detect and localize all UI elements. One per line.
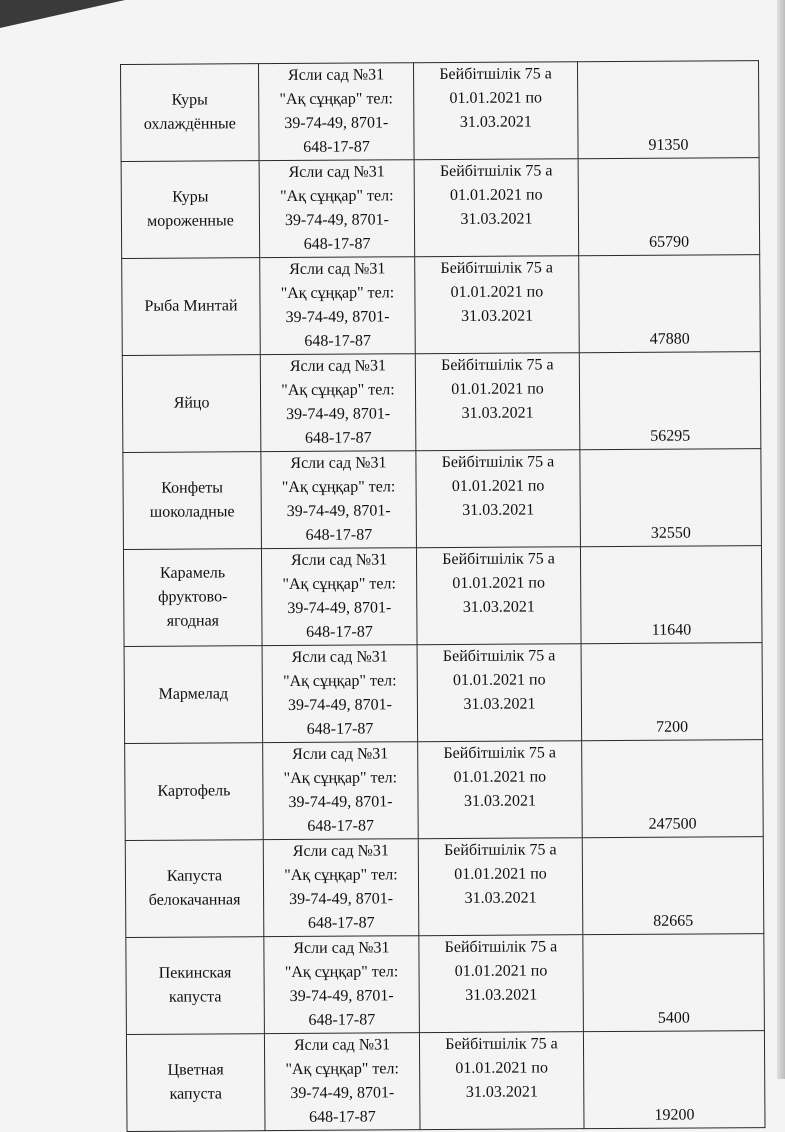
- supplier-cell: Ясли сад №31 "Ақ сұңқар" тел: 39-74-49, 8701- 648-17-87: [264, 1033, 420, 1131]
- supplier-cell: Ясли сад №31 "Ақ сұңқар" тел: 39-74-49, 8701- 648-17-87: [263, 839, 419, 937]
- table-row: [125, 837, 764, 938]
- amount-value: 247500: [648, 815, 697, 833]
- period-cell: Бейбітшілік 75 а 01.01.2021 по 31.03.2021: [414, 159, 579, 257]
- amount-cell: [580, 449, 762, 547]
- amount-value: 47880: [649, 330, 690, 348]
- table-row: [124, 643, 763, 744]
- amount-value: 56295: [650, 427, 691, 445]
- period-cell: Бейбітшілік 75 а 01.01.2021 по 31.03.2021: [415, 353, 580, 451]
- amount-value: 5400: [657, 1009, 690, 1027]
- amount-cell: [582, 837, 764, 935]
- amount-cell: [580, 546, 762, 644]
- product-cell: Карамель фруктово-ягодная: [123, 549, 262, 647]
- supplier-cell: Ясли сад №31 "Ақ сұңқар" тел: 39-74-49, 8701- 648-17-87: [263, 742, 419, 840]
- amount-cell: [579, 352, 761, 450]
- amount-value: 11640: [651, 621, 692, 639]
- period-cell: Бейбітшілік 75 а 01.01.2021 по 31.03.2021: [416, 450, 581, 548]
- amount-cell: [583, 934, 765, 1032]
- amount-cell: [577, 61, 759, 159]
- period-cell: Бейбітшілік 75 а 01.01.2021 по 31.03.2021: [418, 838, 583, 936]
- period-cell: Бейбітшілік 75 а 01.01.2021 по 31.03.2021: [419, 1032, 584, 1130]
- amount-value: 7200: [656, 718, 689, 736]
- table-row: [123, 449, 762, 550]
- supply-table: [120, 60, 766, 1132]
- table-row: [121, 61, 760, 162]
- product-cell: Рыба Минтай: [122, 258, 261, 356]
- supplier-cell: Ясли сад №31 "Ақ сұңқар" тел: 39-74-49, 8701- 648-17-87: [260, 354, 416, 452]
- supplier-cell: Ясли сад №31 "Ақ сұңқар" тел: 39-74-49, 8701- 648-17-87: [259, 160, 415, 258]
- product-cell: Пекинская капуста: [126, 937, 265, 1035]
- table-row: [126, 934, 765, 1035]
- period-cell: Бейбітшілік 75 а 01.01.2021 по 31.03.2021: [416, 547, 581, 645]
- product-cell: Мармелад: [124, 646, 263, 744]
- supplier-cell: Ясли сад №31 "Ақ сұңқар" тел: 39-74-49, 8701- 648-17-87: [259, 63, 415, 161]
- product-cell: Конфеты шоколадные: [123, 452, 262, 550]
- table-row: [123, 546, 762, 647]
- supplier-cell: Ясли сад №31 "Ақ сұңқар" тел: 39-74-49, 8701- 648-17-87: [262, 645, 418, 743]
- period-cell: Бейбітшілік 75 а 01.01.2021 по 31.03.2021: [417, 644, 582, 742]
- supplier-cell: Ясли сад №31 "Ақ сұңқар" тел: 39-74-49, 8701- 648-17-87: [261, 548, 417, 646]
- scan-edge-shadow: [0, 0, 125, 28]
- product-cell: Капуста белокачанная: [125, 840, 264, 938]
- period-cell: Бейбітшілік 75 а 01.01.2021 по 31.03.2021: [418, 741, 583, 839]
- period-cell: Бейбітшілік 75 а 01.01.2021 по 31.03.2021: [413, 62, 578, 160]
- amount-cell: [578, 158, 760, 256]
- product-cell: Куры мороженные: [121, 161, 260, 259]
- amount-value: 32550: [650, 524, 691, 542]
- supplier-cell: Ясли сад №31 "Ақ сұңқар" тел: 39-74-49, 8701- 648-17-87: [260, 257, 416, 355]
- table-row: [126, 1031, 765, 1132]
- amount-value: 82665: [653, 912, 694, 930]
- product-cell: Цветная капуста: [126, 1034, 265, 1132]
- amount-cell: [582, 740, 764, 838]
- product-cell: Яйцо: [122, 355, 261, 453]
- scan-edge-shadow-right: [777, 0, 785, 1079]
- table-row: [122, 255, 761, 356]
- amount-cell: [583, 1031, 765, 1129]
- table-row: [125, 740, 764, 841]
- period-cell: Бейбітшілік 75 а 01.01.2021 по 31.03.2021: [419, 935, 584, 1033]
- amount-value: 91350: [648, 136, 689, 154]
- amount-value: 65790: [649, 233, 690, 251]
- period-cell: Бейбітшілік 75 а 01.01.2021 по 31.03.2021: [415, 256, 580, 354]
- supplier-cell: Ясли сад №31 "Ақ сұңқар" тел: 39-74-49, 8701- 648-17-87: [261, 451, 417, 549]
- table-row: [122, 352, 761, 453]
- amount-value: 19200: [654, 1106, 695, 1124]
- product-cell: Куры охлаждённые: [121, 64, 260, 162]
- amount-cell: [581, 643, 763, 741]
- amount-cell: [579, 255, 761, 353]
- table-row: [121, 158, 760, 259]
- product-cell: Картофель: [125, 743, 264, 841]
- supplier-cell: Ясли сад №31 "Ақ сұңқар" тел: 39-74-49, 8701- 648-17-87: [264, 936, 420, 1034]
